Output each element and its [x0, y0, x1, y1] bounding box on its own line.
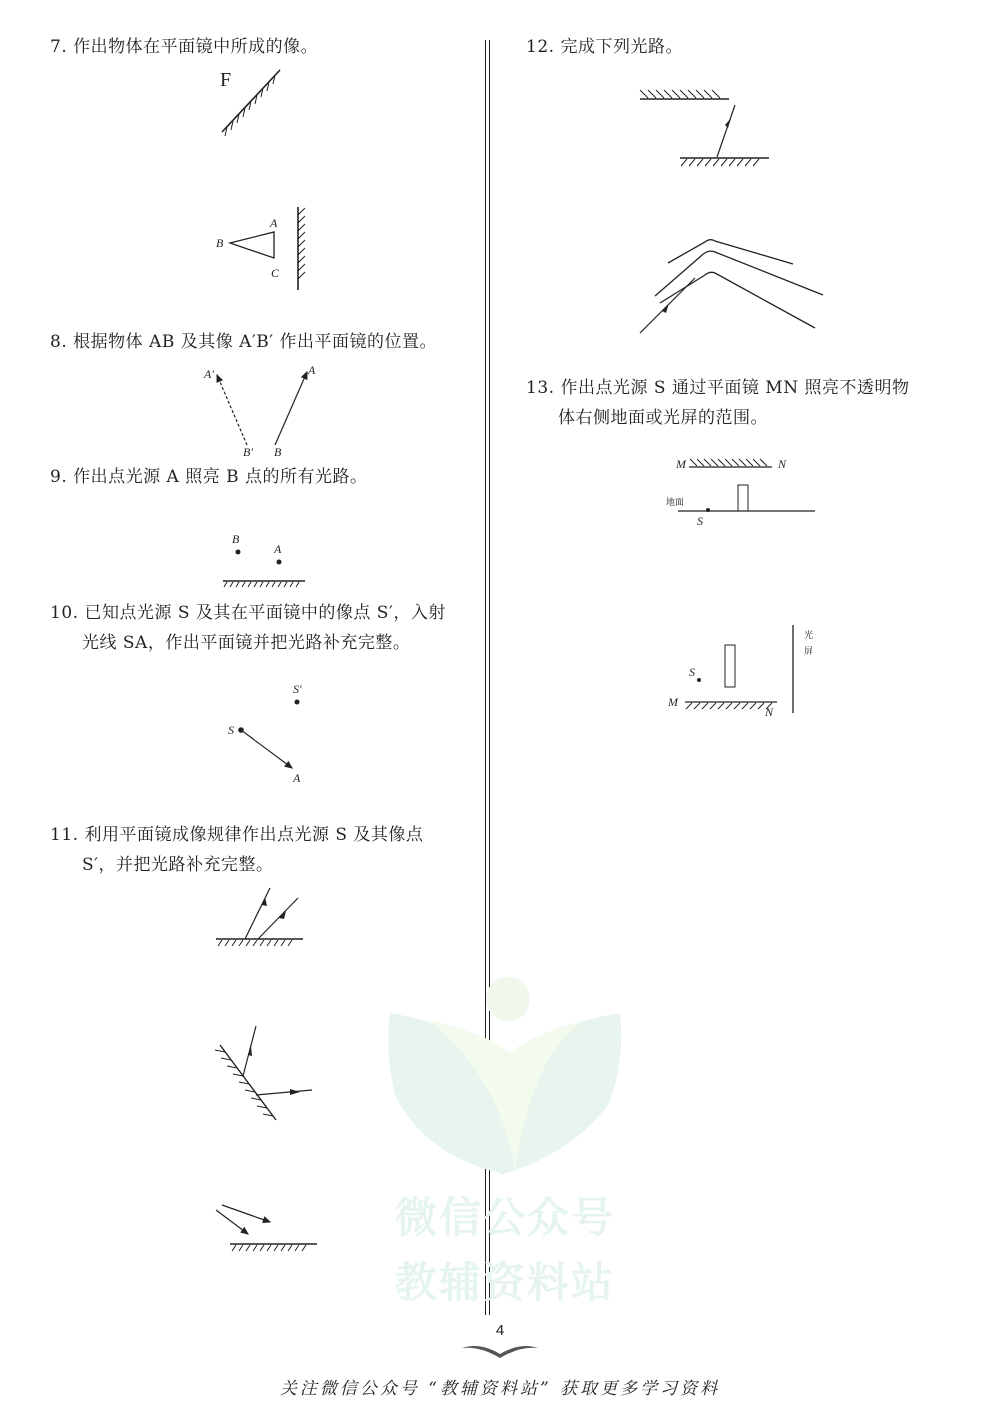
label-s: S [697, 514, 703, 528]
label-screen-2: 屏 [804, 647, 814, 657]
question-10 [50, 598, 446, 658]
label-a: A [270, 216, 278, 230]
question-text-line1: 作出点光源 S 通过平面镜 MN 照亮不透明物 [560, 378, 910, 398]
watermark-text-line1: 微信公众号 [394, 1193, 615, 1242]
question-number: 11. [50, 825, 79, 845]
question-text: 作出物体在平面镜中所成的像。 [73, 37, 319, 57]
q11-figure-1-reflected-rays [210, 885, 310, 955]
question-11 [50, 820, 423, 880]
bird-ornament-icon [460, 1340, 540, 1360]
q13-figure-1-ground-mirror [660, 452, 825, 532]
question-13 [526, 373, 910, 433]
question-text: 作出点光源 A 照亮 B 点的所有光路。 [73, 467, 368, 487]
q7-figure-triangle-mirror [210, 205, 320, 295]
watermark-text-line2: 教辅资料站 [394, 1258, 615, 1307]
q9-figure-points-mirror [215, 525, 315, 590]
label-b: B [216, 236, 224, 250]
q12-figure-1-parallel-mirrors [635, 85, 775, 170]
question-12 [526, 32, 683, 62]
question-number: 7. [50, 37, 68, 57]
question-7 [50, 32, 318, 62]
label-screen-1: 光 [804, 631, 814, 641]
question-9 [50, 462, 368, 492]
q11-figure-3-incident-rays [210, 1200, 320, 1255]
q12-figure-2-bent-channel [635, 238, 845, 338]
question-text-line2: 光线 SA，作出平面镜并把光路补充完整。 [82, 633, 411, 653]
question-text: 根据物体 AB 及其像 A′B′ 作出平面镜的位置。 [73, 332, 438, 352]
label-s-prime: S' [293, 682, 302, 696]
footer-note: 关注微信公众号 “教辅资料站” 获取更多学习资料 [279, 1379, 721, 1399]
question-text-line1: 利用平面镜成像规律作出点光源 S 及其像点 [84, 825, 424, 845]
question-text-line2: 体右侧地面或光屏的范围。 [558, 408, 768, 428]
question-number: 9. [50, 467, 68, 487]
q11-figure-2-slanted-mirror [210, 1020, 320, 1125]
question-number: 10. [50, 603, 79, 623]
label-n: N [765, 705, 774, 719]
question-number: 12. [526, 37, 555, 57]
label-n: N [778, 457, 787, 471]
question-8 [50, 327, 437, 357]
question-text-line2: S′，并把光路补充完整。 [82, 855, 274, 875]
label-m: M [676, 457, 686, 471]
label-b: B [232, 532, 240, 546]
q7-figure-f-mirror [200, 60, 300, 140]
label-a-prime: A′ [204, 367, 214, 381]
label-a: A [293, 771, 301, 785]
label-b: B [274, 445, 282, 459]
question-number: 13. [526, 378, 555, 398]
label-m: M [668, 695, 678, 709]
label-a: A [308, 363, 316, 377]
label-s: S [689, 665, 695, 679]
question-text-line1: 已知点光源 S 及其在平面镜中的像点 S′，入射 [84, 603, 446, 623]
question-number: 8. [50, 332, 68, 352]
q8-figure-object-image [195, 360, 335, 460]
page-number: 4 [495, 1322, 505, 1339]
letter-f: F [220, 69, 232, 91]
q10-figure-source-image [220, 680, 320, 790]
label-a: A [274, 542, 282, 556]
label-c: C [271, 266, 280, 280]
question-text: 完成下列光路。 [560, 37, 683, 57]
label-b-prime: B′ [243, 445, 253, 459]
label-s: S [228, 723, 234, 737]
label-ground: 地面 [666, 498, 685, 508]
q13-figure-2-screen-mirror [660, 620, 830, 720]
